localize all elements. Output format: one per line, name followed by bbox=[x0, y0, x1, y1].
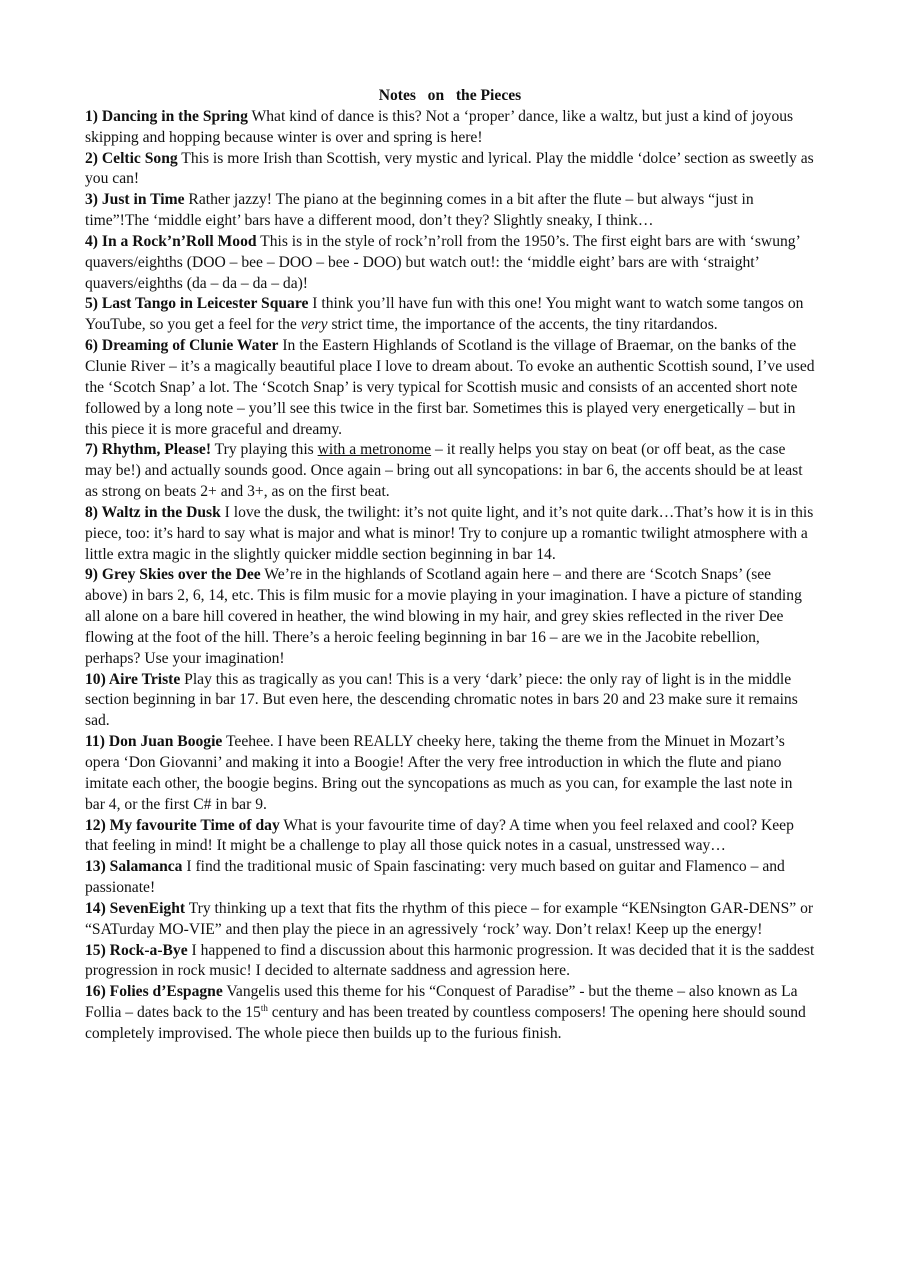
entry-text: This is in the style of rock’n’roll from the 1950’s. The first eight bars are with ‘swung’ quavers/eighths (DOO – bee – DOO – bee - DOO) but watch out!: the ‘middle eight’ bars are with ‘straight’ quavers/eighths (da – da – da – da)! bbox=[85, 232, 800, 292]
entry-text: I think you’ll have fun with this one! You might want to watch some tangos on YouTube, so you get a feel for the bbox=[85, 295, 804, 334]
entry-italic: very bbox=[300, 316, 328, 334]
note-entry bbox=[85, 670, 815, 733]
entry-heading: 13) Salamanca bbox=[85, 858, 183, 876]
note-entry bbox=[85, 982, 815, 1045]
entry-text: What is your favourite time of day? A time when you feel relaxed and cool? Keep that feeling in mind! It might be a challenge to play all those quick notes in a casual, unstressed way… bbox=[85, 816, 794, 855]
entry-text: century and has been treated by countless composers! The opening here should sound completely improvised. The whole piece then builds up to the furious finish. bbox=[85, 1004, 806, 1042]
entry-text: Try thinking up a text that fits the rhythm of this piece – for example “KENsington GAR-DENS” or “SATurday MO-VIE” and then play the piece in an agressively ‘rock’ way. Don’t relax! Keep up the energy! bbox=[85, 899, 814, 938]
entry-heading: 4) In a Rock’n’Roll Mood bbox=[85, 232, 257, 250]
entry-heading: 10) Aire Triste bbox=[85, 670, 181, 688]
note-entry bbox=[85, 294, 815, 336]
entry-text: Teehee. I have been REALLY cheeky here, taking the theme from the Minuet in Mozart’s opera ‘Don Giovanni’ and making it into a Boogie! After the very free introduction in which the flute and piano imitate each other, the boogie begins. Bring out the syncopations as much as you can, for example the last note in bar 4, or the first C# in bar 9. bbox=[85, 733, 793, 813]
note-entry bbox=[85, 336, 815, 440]
entry-text: Rather jazzy! The piano at the beginning comes in a bit after the flute – but always “just in time”!The ‘middle eight’ bars have a different mood, don’t they? Slightly sneaky, I think… bbox=[85, 191, 754, 230]
entry-heading: 7) Rhythm, Please! bbox=[85, 441, 212, 459]
entry-heading: 6) Dreaming of Clunie Water bbox=[85, 337, 279, 355]
entry-text: I happened to find a discussion about this harmonic progression. It was decided that it is the saddest progression in rock music! I decided to alternate saddness and agression here. bbox=[85, 941, 815, 980]
entry-heading: 11) Don Juan Boogie bbox=[85, 733, 223, 751]
entry-heading: 2) Celtic Song bbox=[85, 149, 178, 167]
entry-heading: 12) My favourite Time of day bbox=[85, 816, 280, 834]
note-entry bbox=[85, 816, 815, 858]
entry-text: – it really helps you stay on beat (or off beat, as the case may be!) and actually sounds good. Once again – bring out all syncopations: in bar 6, the accents should be at least as strong on beats 2+ and 3+, as on the first beat. bbox=[85, 441, 803, 501]
entry-heading: 14) SevenEight bbox=[85, 899, 186, 917]
note-entry bbox=[85, 149, 815, 191]
note-entry bbox=[85, 232, 815, 295]
entry-text: Vangelis used this theme for his “Conquest of Paradise” - but the theme – also known as La Follia – dates back to the 15 bbox=[85, 983, 798, 1022]
entry-heading: 1) Dancing in the Spring bbox=[85, 107, 248, 125]
entry-text: I find the traditional music of Spain fascinating: very much based on guitar and Flamenco – and passionate! bbox=[85, 858, 785, 897]
entry-heading: 8) Waltz in the Dusk bbox=[85, 503, 221, 521]
note-entry bbox=[85, 565, 815, 669]
note-entry bbox=[85, 503, 815, 566]
entry-text: In the Eastern Highlands of Scotland is the village of Braemar, on the banks of the Clunie River – it’s a magically beautiful place I love to dream about. To evoke an authentic Scottish sound, I’ve used the ‘Scotch Snap’ a lot. The ‘Scotch Snap’ is very typical for Scottish music and consists of an accented short note followed by a long note – you’ll see this twice in the first bar. Sometimes this is played very energetically – but in this piece it is more graceful and dreamy. bbox=[85, 337, 815, 438]
note-entry bbox=[85, 107, 815, 149]
entry-heading: 5) Last Tango in Leicester Square bbox=[85, 295, 309, 313]
page-title: Notes on the Pieces bbox=[378, 87, 522, 104]
entry-superscript: th bbox=[260, 1002, 268, 1013]
note-entry bbox=[85, 857, 815, 899]
entry-text: I love the dusk, the twilight: it’s not quite light, and it’s not quite dark…That’s how it is in this piece, too: it’s hard to say what is major and what is minor! Try to conjure up a romantic twilight atmosphere with a little extra magic in the slightly quicker middle section beginning in bar 14. bbox=[85, 503, 814, 563]
note-entry bbox=[85, 732, 815, 815]
note-entry bbox=[85, 440, 815, 503]
notes-page bbox=[85, 86, 815, 1045]
entry-heading: 3) Just in Time bbox=[85, 191, 185, 209]
entry-text: strict time, the importance of the accents, the tiny ritardandos. bbox=[327, 316, 718, 334]
entry-text: Try playing this bbox=[211, 441, 318, 459]
note-entry bbox=[85, 190, 815, 232]
entry-heading: 9) Grey Skies over the Dee bbox=[85, 566, 261, 584]
entry-text: What kind of dance is this? Not a ‘proper’ dance, like a waltz, but just a kind of joyous skipping and hopping because winter is over and spring is here! bbox=[85, 107, 794, 146]
entry-text: We’re in the highlands of Scotland again here – and there are ‘Scotch Snaps’ (see above) in bars 2, 6, 14, etc. This is film music for a movie playing in your imagination. I have a picture of standing all alone on a bare hill covered in heather, the wind blowing in my hair, and grey skies reflected in the river Dee flowing at the foot of the hill. There’s a heroic feeling beginning in bar 16 – are we in the Jacobite rebellion, perhaps? Use your imagination! bbox=[85, 566, 802, 667]
entry-heading: 15) Rock-a-Bye bbox=[85, 941, 188, 959]
entry-underlined: with a metronome bbox=[317, 441, 432, 459]
note-entry bbox=[85, 899, 815, 941]
note-entry bbox=[85, 941, 815, 983]
entry-text: This is more Irish than Scottish, very mystic and lyrical. Play the middle ‘dolce’ section as sweetly as you can! bbox=[85, 149, 814, 188]
entry-heading: 16) Folies d’Espagne bbox=[85, 983, 223, 1001]
entry-text: Play this as tragically as you can! This is a very ‘dark’ piece: the only ray of light is in the middle section beginning in bar 17. But even here, the descending chromatic notes in bars 20 and 23 make sure it remains sad. bbox=[85, 670, 798, 730]
